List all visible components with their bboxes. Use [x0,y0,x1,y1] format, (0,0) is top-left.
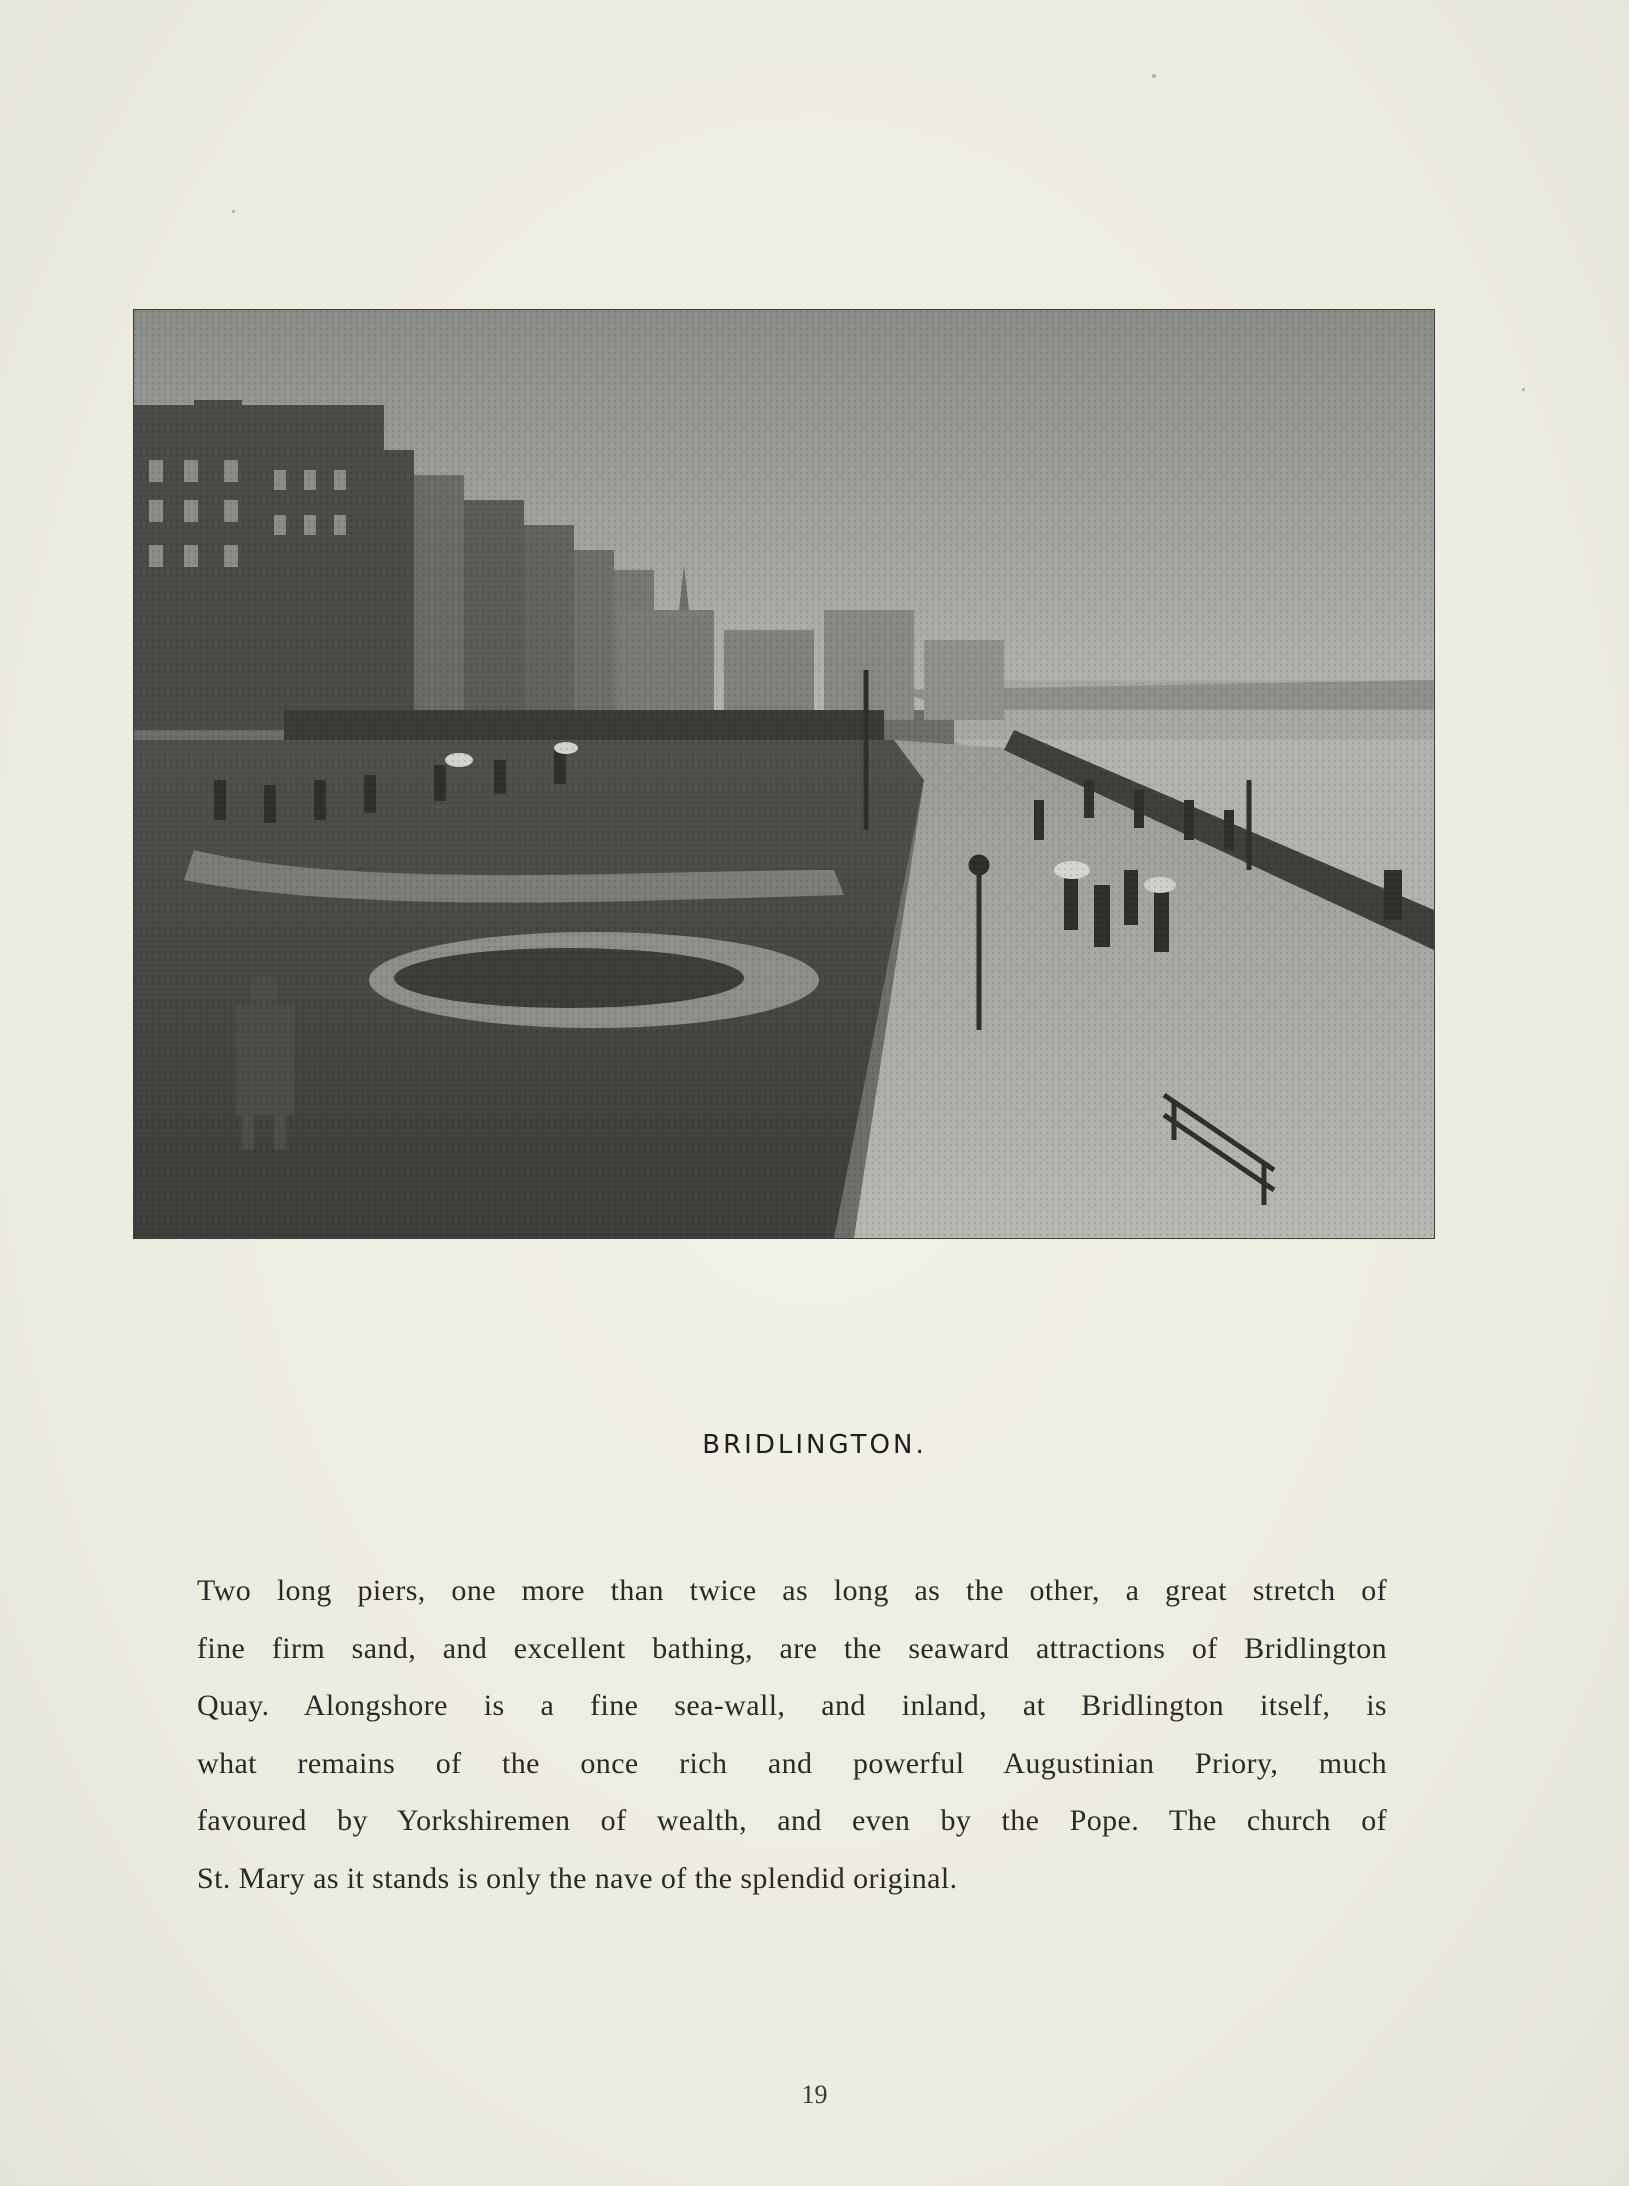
paragraph-line: St. Mary as it stands is only the nave of the splendid original. [197,1861,958,1895]
bridlington-photograph [134,310,1434,1238]
paragraph-line: Two long piers, one more than twice as long as the other, a great stretch of [197,1574,1387,1607]
paragraph-line: Quay. Alongshore is a fine sea-wall, and inland, at Bridlington itself, is [197,1689,1387,1722]
paper-speck [1152,74,1156,78]
paragraph-line: fine firm sand, and excellent bathing, are the seaward attractions of Bridlington [197,1631,1387,1665]
body-paragraph [197,1562,1387,1907]
paragraph-line: favoured by Yorkshiremen of wealth, and even by the Pope. The church of [197,1804,1387,1837]
paragraph-line: what remains of the once rich and powerful Augustinian Priory, much [197,1746,1387,1780]
paper-speck [232,210,235,213]
halftone-grain [134,310,1434,1238]
photo-caption: BRIDLINGTON. [702,1430,927,1460]
page-number: 19 [801,2080,828,2109]
paper-speck [1522,388,1525,391]
promenade-illustration [134,310,1434,1238]
